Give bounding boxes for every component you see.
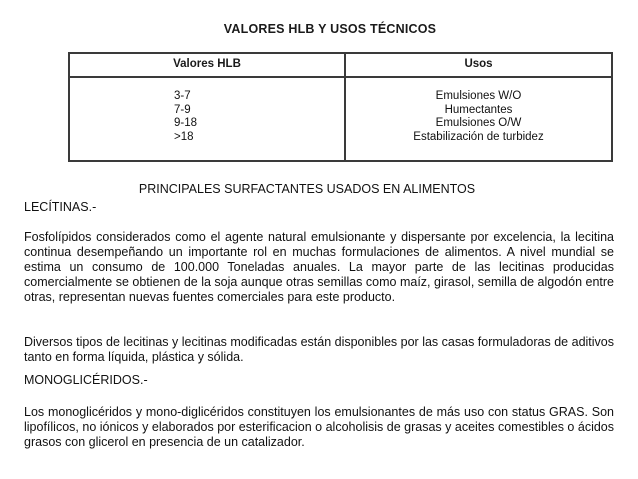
hlb-value: 9-18: [174, 117, 198, 129]
monogliceridos-paragraph: Los monoglicéridos y mono-diglicéridos constituyen los emulsionantes de más uso con status GRAS. Son lipofílicos, no iónicos y elaborados por esterificacion o alcoholisis de grasas y aceites comestibles o ácidos grasos con glicerol en presencia de un catalizador.: [24, 405, 614, 449]
lecitinas-paragraph-2: Diversos tipos de lecitinas y lecitinas modificadas están disponibles por las casas formuladoras de aditivos tanto en forma líquida, plástica y sólida.: [24, 335, 614, 364]
use-item: Estabilización de turbidez: [413, 130, 544, 143]
table-title: VALORES HLB Y USOS TÉCNICOS: [223, 22, 437, 36]
uses-list: [346, 90, 611, 144]
hlb-value: 3-7: [174, 90, 191, 102]
lecitinas-paragraph-1: Fosfolípidos considerados como el agente natural emulsionante y dispersante por excelencia, la lecitina continua desempeñando un importante rol en muchas formulaciones de alimentos. A nivel mundial se estima un consumo de 100.000 Toneladas anuales. La mayor parte de las lecitinas producidas comercialmente se obtienen de la soja aunque otras semillas como maíz, girasol, semilla de algodón entre otras, representan nuevas fuentes comerciales para este producto.: [24, 230, 614, 304]
use-item: Emulsiones W/O: [435, 90, 522, 102]
hlb-value: >18: [174, 130, 194, 143]
monogliceridos-heading: MONOGLICÉRIDOS.-: [24, 373, 148, 387]
use-item: Humectantes: [444, 103, 513, 116]
document-title: PRINCIPALES SURFACTANTES USADOS EN ALIMENTOS: [138, 182, 476, 196]
hlb-table-header: [70, 54, 611, 78]
hlb-value: 7-9: [174, 103, 191, 116]
lecitinas-heading: LECÍTINAS.-: [24, 200, 97, 214]
values-column-header: Valores HLB: [173, 58, 241, 70]
hlb-table: [68, 52, 613, 162]
use-item: Emulsiones O/W: [435, 117, 522, 129]
hlb-values-list: [174, 90, 197, 144]
uses-column-header: Usos: [464, 58, 493, 70]
